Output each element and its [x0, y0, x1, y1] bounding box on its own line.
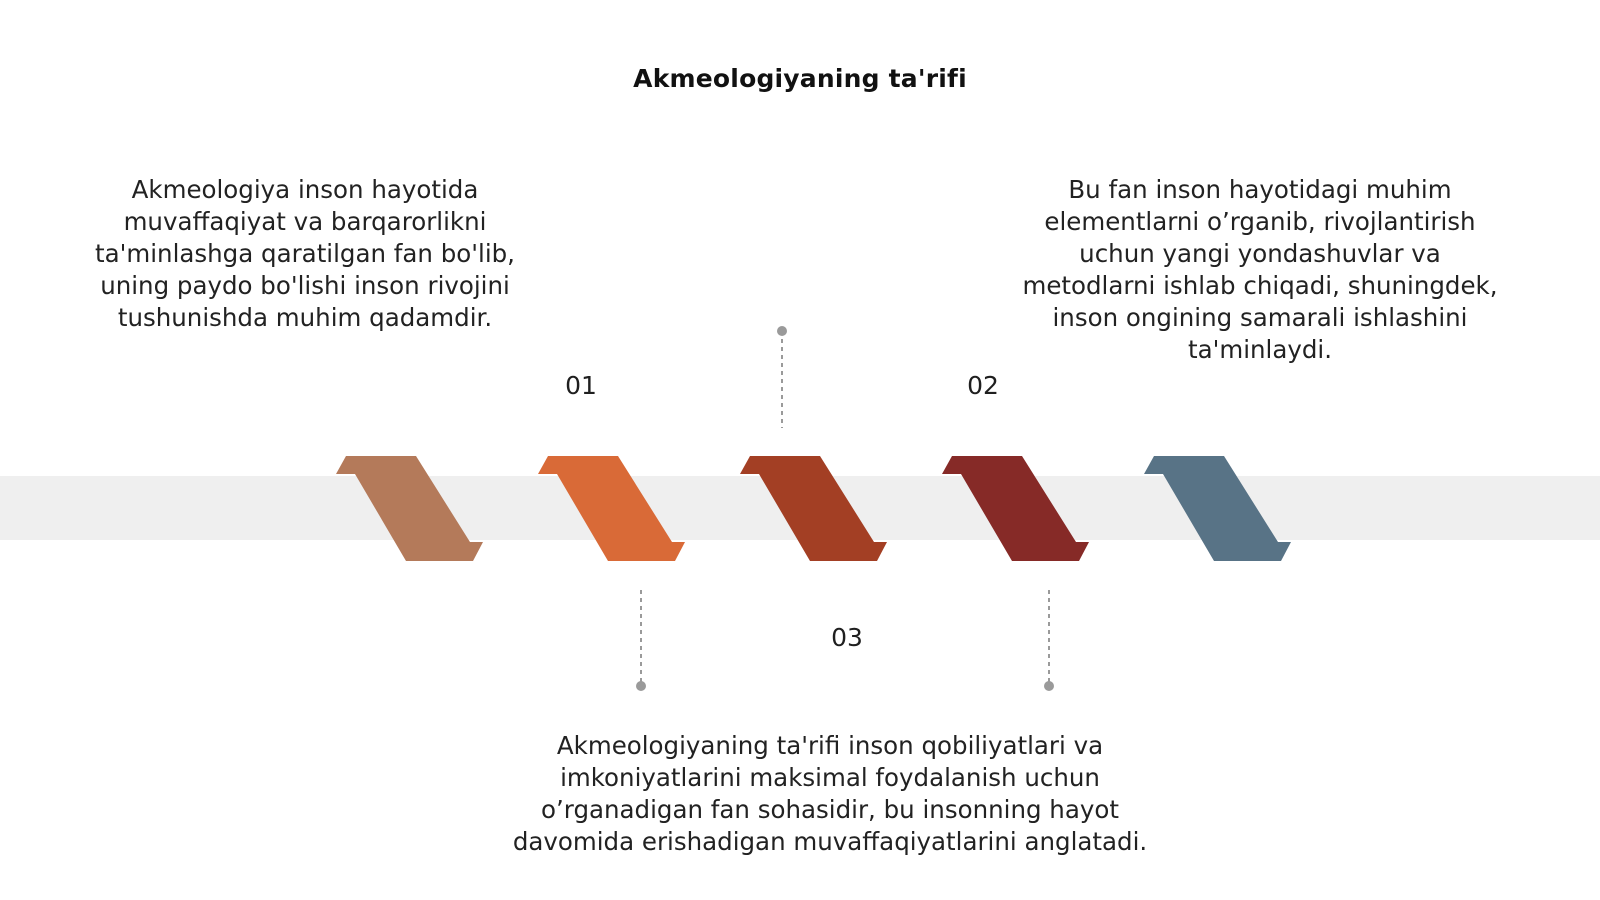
- step-2-text: Bu fan inson hayotidagi muhim elementlarni o’rganib, rivojlantirish uchun yangi yondashuvlar va metodlarni ishlab chiqadi, shuningdek, inson ongining samarali ishlashini ta'minlaydi.: [1022, 175, 1498, 364]
- ribbon-shape-3: [740, 456, 887, 561]
- step-2-number: 02: [967, 371, 999, 400]
- step-3-number: 03: [831, 623, 863, 652]
- step-1-number: 01: [565, 371, 597, 400]
- ribbon-shape-2: [538, 456, 685, 561]
- step-3-text: Akmeologiyaning ta'rifi inson qobiliyatlari va imkoniyatlarini maksimal foydalanish uchun o’rganadigan fan sohasidir, bu insonning hayot davomida erishadigan muvaffaqiyatlarini anglatadi.: [512, 731, 1148, 856]
- ribbon-shape-1: [336, 456, 483, 561]
- step-1-text: Akmeologiya inson hayotida muvaffaqiyat va barqarorlikni ta'minlashga qaratilgan fan bo'lib, uning paydo bo'lishi inson rivojini tushunishda muhim qadamdir.: [95, 175, 515, 332]
- ribbon-shape-4: [942, 456, 1089, 561]
- connector-top: [777, 326, 787, 428]
- connector-bottom-right: [1044, 590, 1054, 691]
- connector-bottom-left: [636, 590, 646, 691]
- ribbon-shape-5: [1144, 456, 1291, 561]
- slide-title: Akmeologiyaning ta'rifi: [633, 64, 967, 93]
